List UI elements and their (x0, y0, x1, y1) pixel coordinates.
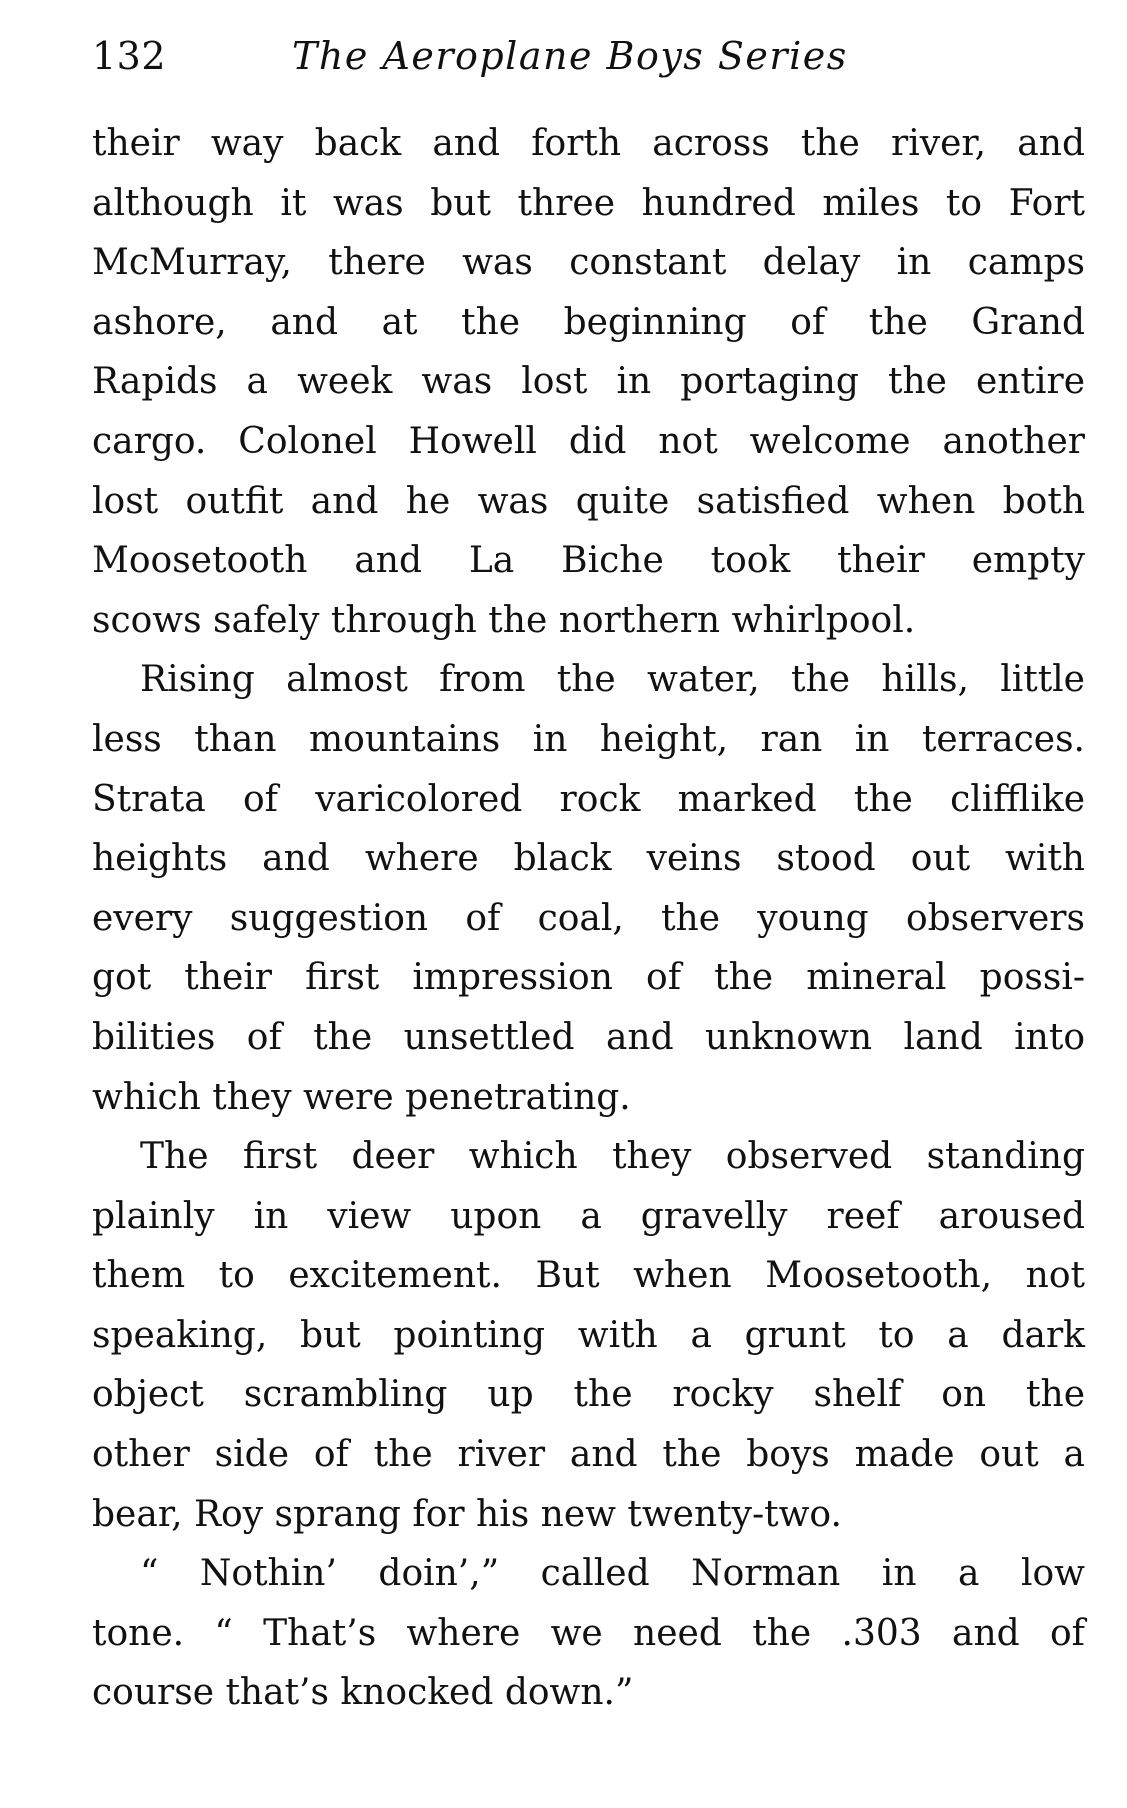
text-line: which they were penetrating. (92, 1076, 631, 1118)
text-line: Rapids a week was lost in portaging the entire (92, 361, 1085, 403)
text-line: cargo. Colonel Howell did not welcome another (92, 420, 1085, 462)
text-line: their way back and forth across the river, and (92, 123, 1085, 164)
text-line: plainly in view upon a gravelly reef aroused (92, 1195, 1085, 1237)
text-line: Rising almost from the water, the hills, little (140, 659, 1085, 701)
text-line: speaking, but pointing with a grunt to a dark (92, 1314, 1085, 1356)
text-line: ashore, and at the beginning of the Grand (92, 301, 1085, 343)
text-line: scows safely through the northern whirlpool. (92, 599, 916, 641)
text-line: course that’s knocked down.” (92, 1672, 634, 1714)
text-line: object scrambling up the rocky shelf on the (92, 1374, 1085, 1416)
text-line: bear, Roy sprang for his new twenty-two. (92, 1493, 842, 1535)
text-line: heights and where black veins stood out with (92, 838, 1085, 880)
text-line: “ Nothin’ doin’,” called Norman in a low (140, 1553, 1085, 1595)
text-line: them to excitement. But when Moosetooth, not (92, 1255, 1085, 1297)
text-line: although it was but three hundred miles to Fort (92, 182, 1085, 224)
text-line: tone. “ That’s where we need the .303 and of (92, 1612, 1085, 1654)
running-header (92, 28, 1085, 84)
text-line: every suggestion of coal, the young observers (92, 897, 1085, 939)
text-line: other side of the river and the boys made out a (92, 1434, 1085, 1476)
book-page (92, 28, 1085, 1723)
body-text (92, 114, 1085, 1723)
text-line: McMurray, there was constant delay in camps (92, 242, 1085, 284)
text-line: less than mountains in height, ran in terraces. (92, 718, 1085, 760)
page-number: 132 (92, 34, 167, 78)
text-line: got their first impression of the mineral possi- (92, 957, 1085, 999)
text-line: Strata of varicolored rock marked the clifflike (92, 778, 1085, 820)
text-line: Moosetooth and La Biche took their empty (92, 540, 1085, 582)
text-line: lost outfit and he was quite satisfied when both (92, 480, 1085, 522)
text-line: The first deer which they observed standing (140, 1136, 1085, 1178)
text-line: bilities of the unsettled and unknown land into (92, 1016, 1085, 1058)
running-title: The Aeroplane Boys Series (292, 34, 848, 78)
